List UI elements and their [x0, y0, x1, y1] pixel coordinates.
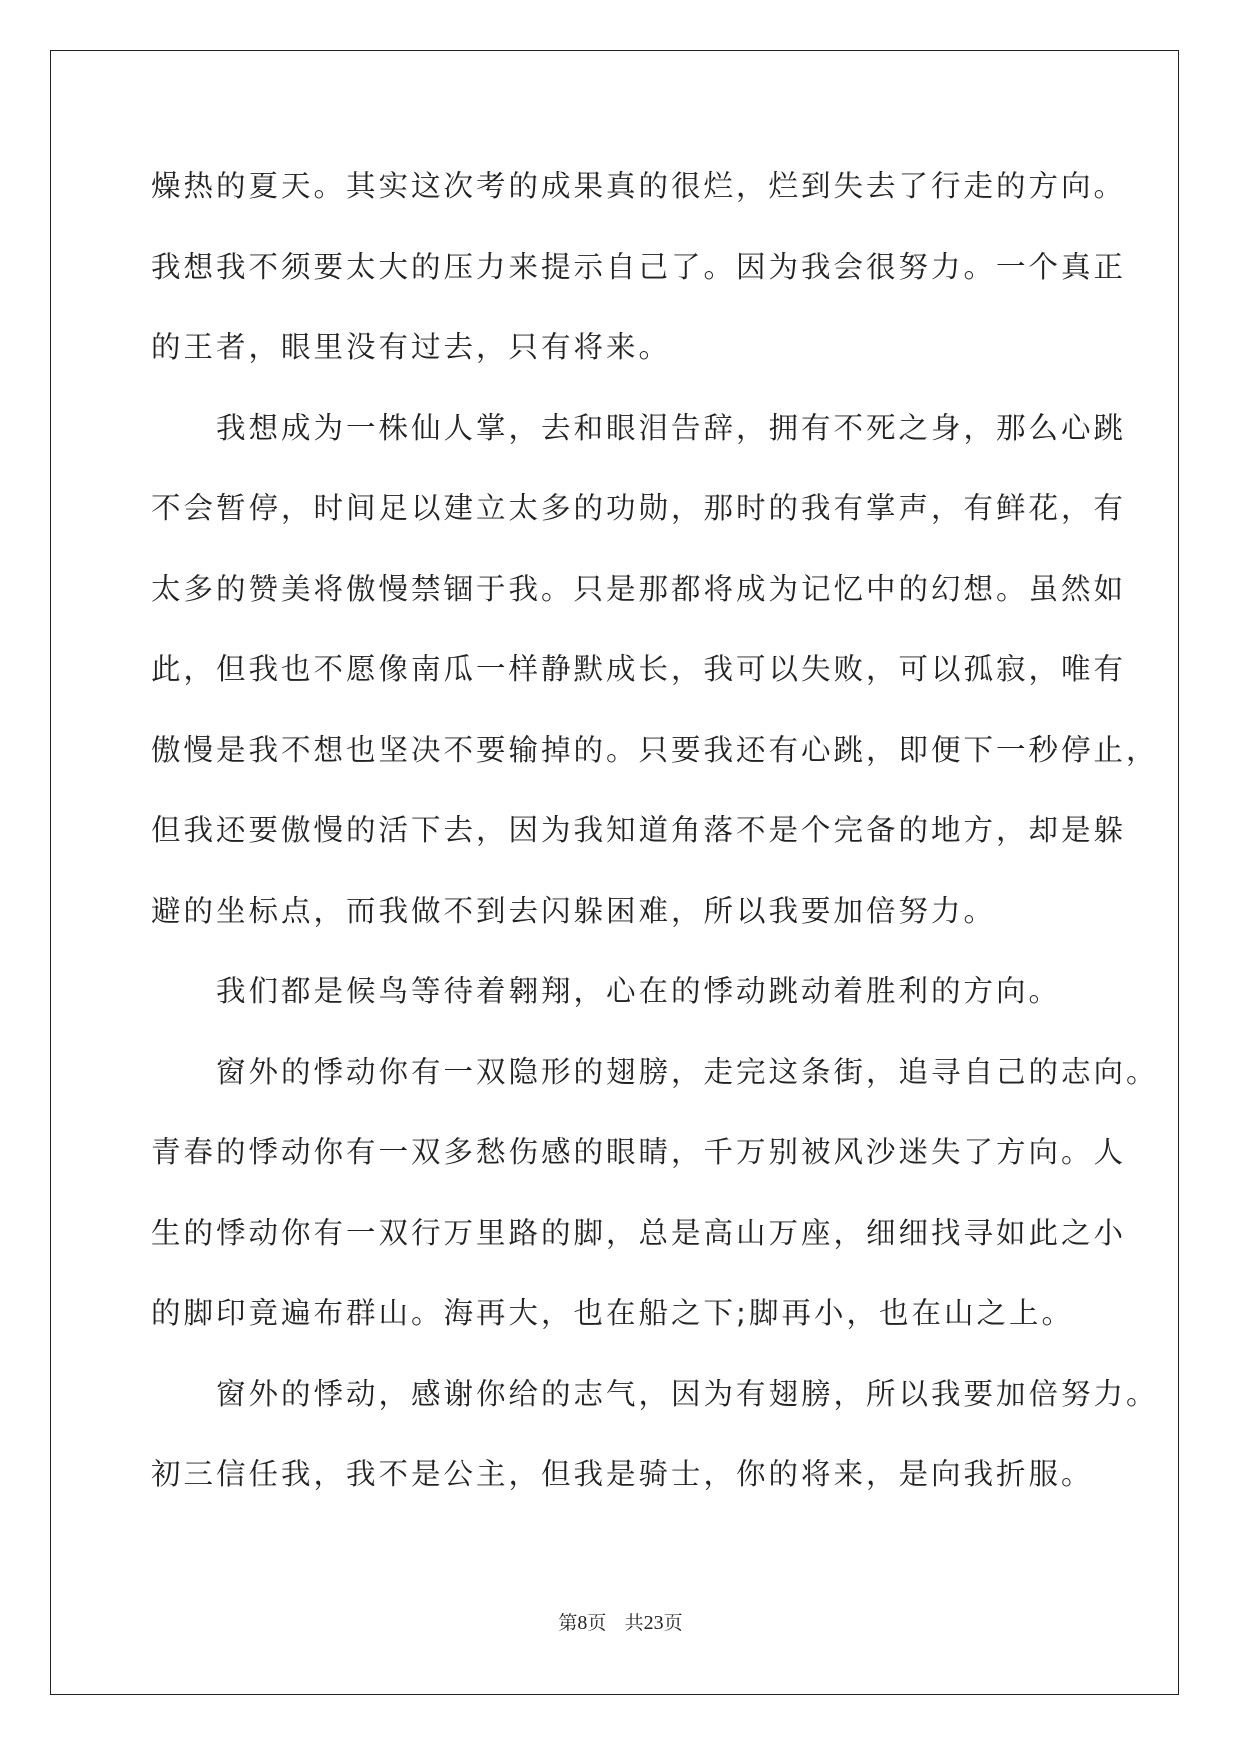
page-number: 8 — [577, 1612, 588, 1634]
text-line: 初三信任我，我不是公主，但我是骑士，你的将来，是向我折服。 — [151, 1457, 1094, 1491]
text-line: 青春的悸动你有一双多愁伤感的眼睛，千万别被风沙迷失了方向。人 — [151, 1135, 1127, 1169]
text-line: 避的坐标点，而我做不到去闪躲困难，所以我要加倍努力。 — [151, 893, 997, 928]
text-line: 太多的赞美将傲慢禁锢于我。只是那都将成为记忆中的幻想。虽然如 — [151, 571, 1127, 606]
footer-page-suffix: 页 — [587, 1612, 607, 1634]
footer-prefix: 第 — [558, 1612, 578, 1634]
text-line: 窗外的悸动你有一双隐形的翅膀，走完这条街，追寻自己的志向。 — [151, 1054, 1159, 1089]
footer-total-prefix: 共 — [624, 1612, 644, 1634]
text-line: 我们都是候鸟等待着翱翔，心在的悸动跳动着胜利的方向。 — [151, 974, 1062, 1008]
footer-total-suffix: 页 — [663, 1612, 683, 1634]
text-line: 不会暂停，时间足以建立太多的功勋，那时的我有掌声，有鲜花，有 — [151, 491, 1127, 525]
text-line: 燥热的夏天。其实这次考的成果真的很烂，烂到失去了行走的方向。 — [151, 169, 1127, 203]
text-line: 傲慢是我不想也坚决不要输掉的。只要我还有心跳，即便下一秒停止， — [151, 732, 1159, 767]
total-pages: 23 — [643, 1612, 664, 1634]
page-footer — [0, 1608, 1241, 1635]
text-line: 但我还要傲慢的活下去，因为我知道角落不是个完备的地方，却是躲 — [151, 813, 1127, 847]
text-line: 的王者，眼里没有过去，只有将来。 — [151, 330, 672, 364]
text-line: 此，但我也不愿像南瓜一样静默成长，我可以失败，可以孤寂，唯有 — [151, 652, 1127, 686]
text-line: 的脚印竟遍布群山。海再大，也在船之下;脚再小，也在山之上。 — [151, 1296, 1074, 1330]
text-line: 生的悸动你有一双行万里路的脚，总是高山万座，细细找寻如此之小 — [151, 1215, 1127, 1250]
document-body — [151, 156, 1159, 1525]
text-line: 我想我不须要太大的压力来提示自己了。因为我会很努力。一个真正 — [151, 249, 1127, 284]
text-line: 窗外的悸动，感谢你给的志气，因为有翅膀，所以我要加倍努力。 — [151, 1376, 1159, 1411]
text-line: 我想成为一株仙人掌，去和眼泪告辞，拥有不死之身，那么心跳 — [151, 410, 1127, 445]
